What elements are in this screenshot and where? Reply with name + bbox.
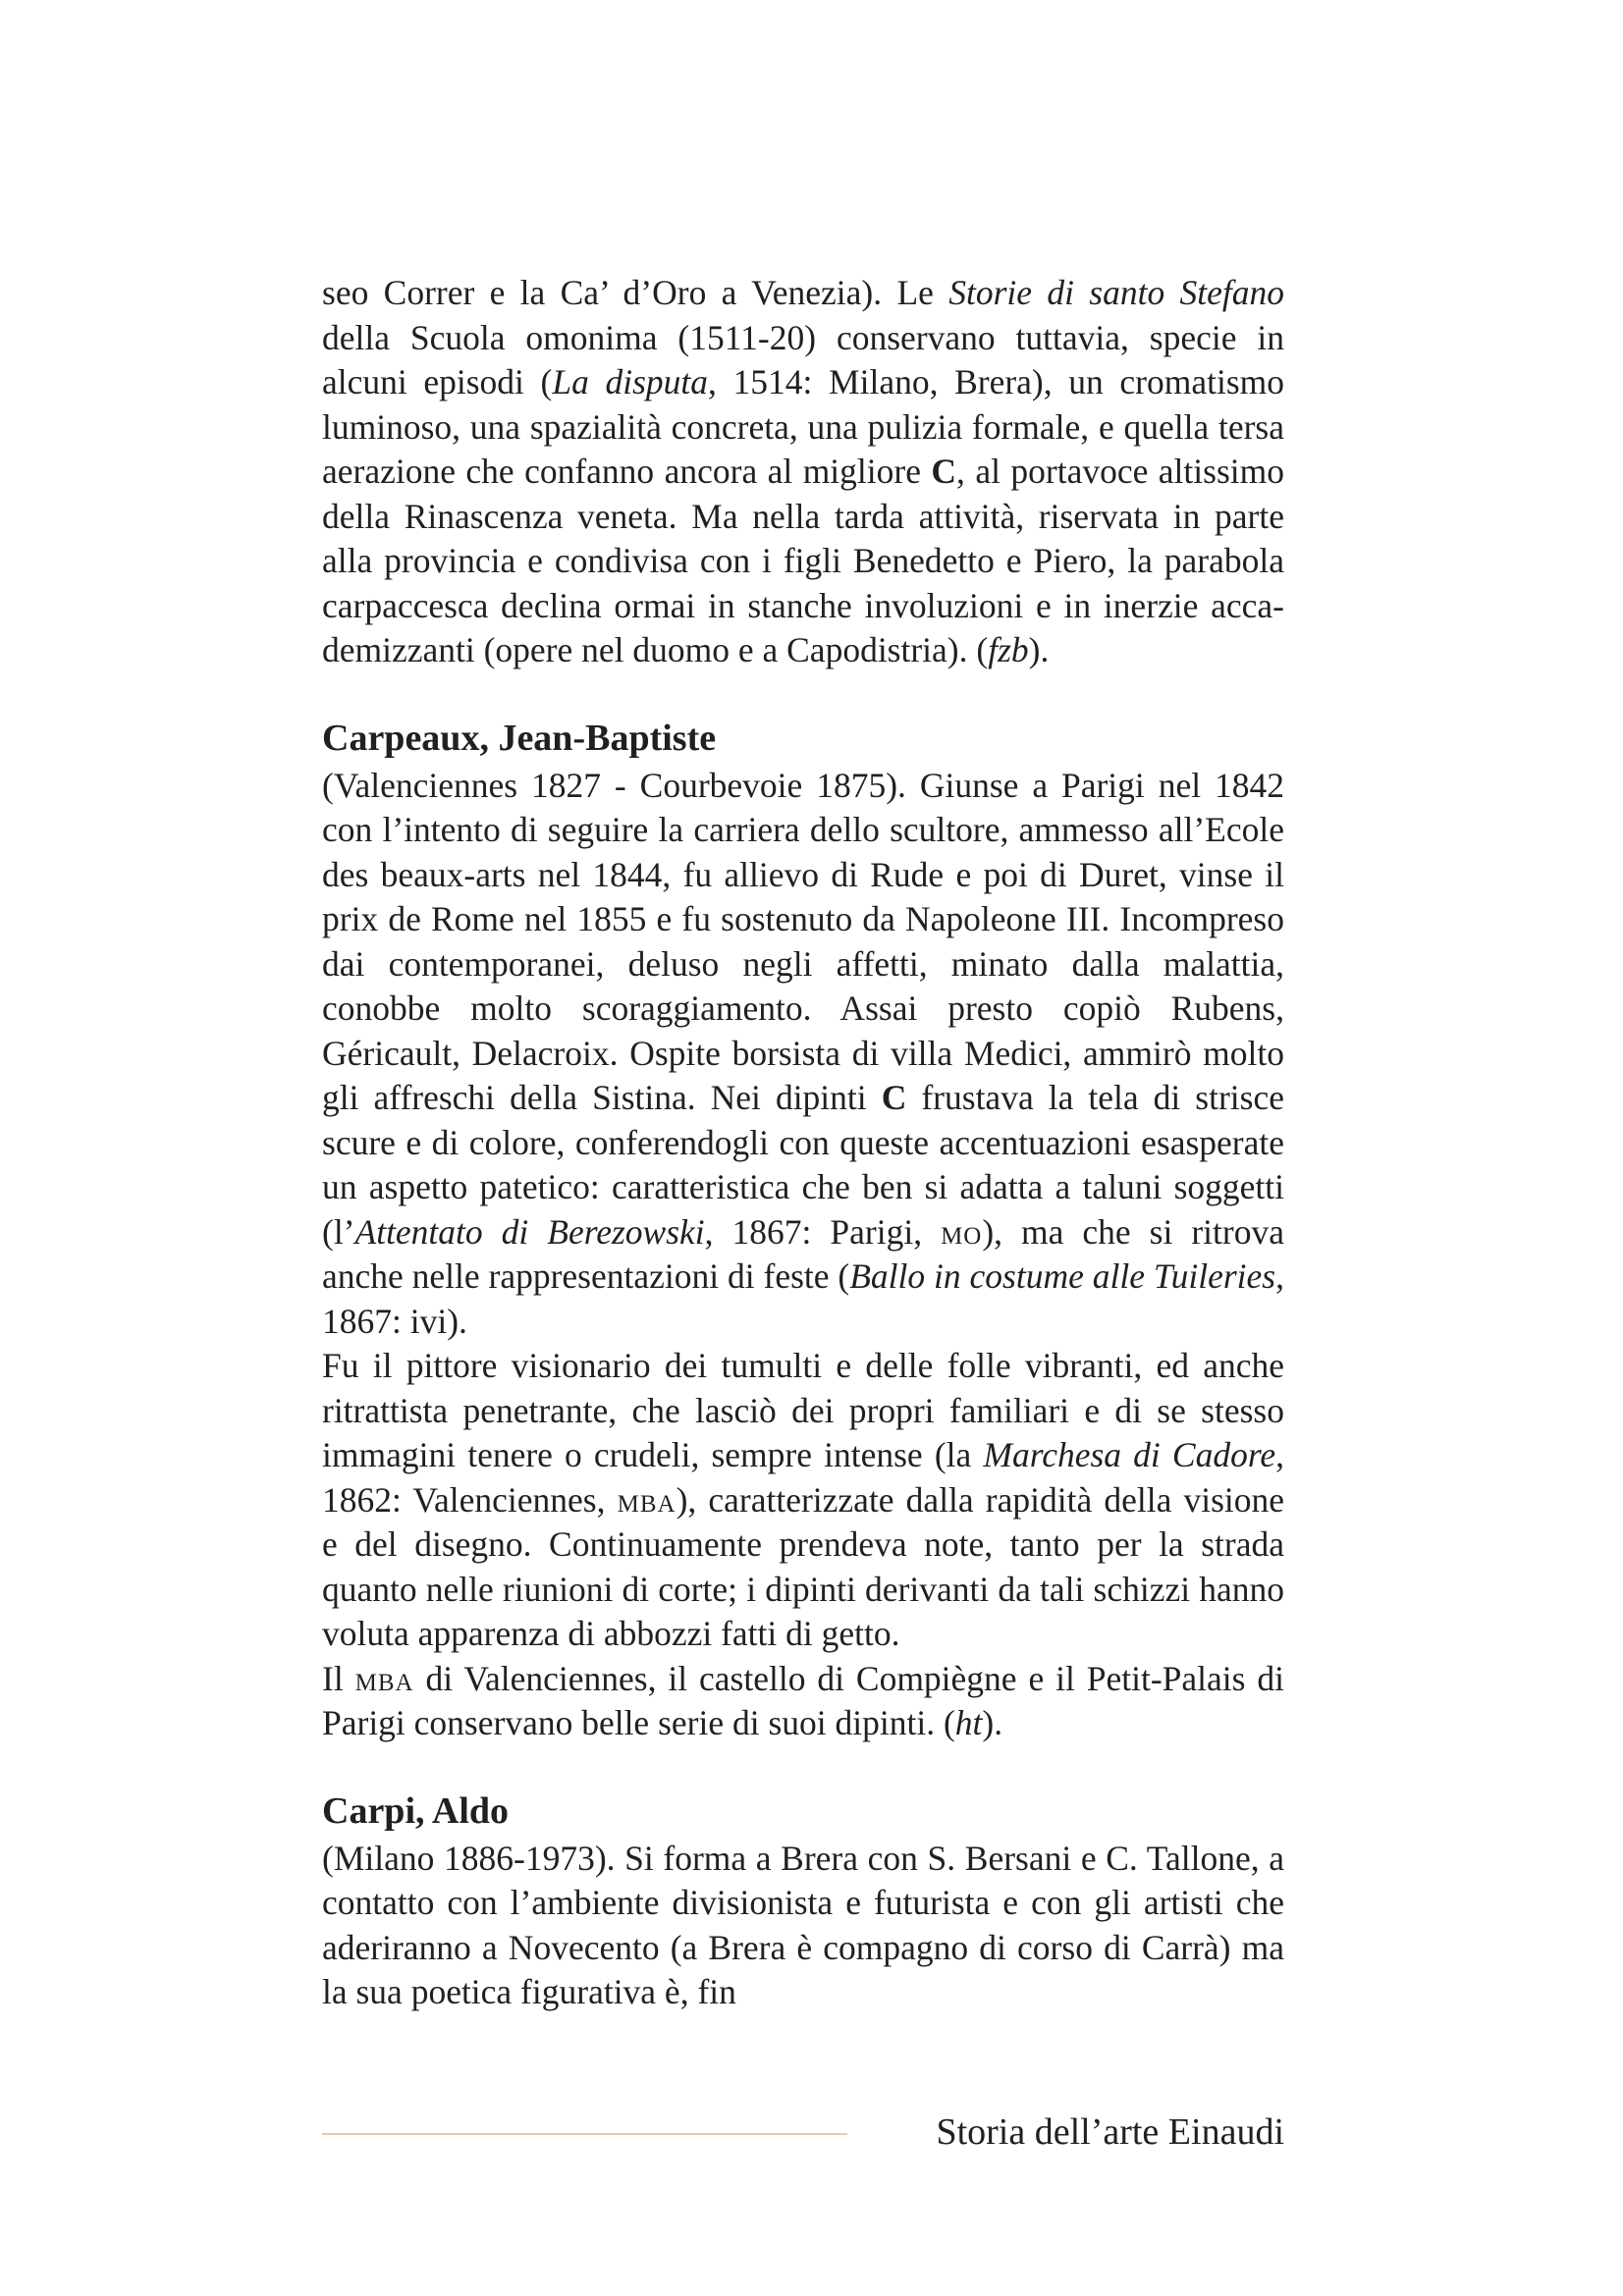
entry-title-carpeaux: Carpeaux, Jean-Baptiste (322, 717, 717, 759)
page-body (322, 271, 1284, 2015)
page-footer (322, 2109, 1284, 2158)
carpi-paragraph-1: (Milano 1886-1973). Si forma a Brera con S. Bersani e C. Tallone, a contatto con l’ambiente divisionista e futurista e con gli artisti che aderiranno a Novecento (a Brera è compagno di corso di Carrà) ma la sua poetica figurativa è, fin (322, 1838, 1284, 2011)
footer-publication-title: Storia dell’arte Einaudi (936, 2111, 1284, 2153)
entry-title-carpi: Carpi, Aldo (322, 1789, 510, 1832)
carpeaux-paragraph-1: (Valenciennes 1827 - Courbevoie 1875). Giunse a Parigi nel 1842 con l’intento di seguire la carriera dello scultore, ammesso all’Ecole des beaux-arts nel 1844, fu allievo di Rude e poi di Duret, vinse il prix de Rome nel 1855 e fu sostenuto da Napoleone III. Incompreso dai contemporanei, deluso negli affetti, minato dalla malattia, conobbe molto scoraggiamento. Assai presto copiò Rubens, Géricault, Delacroix. Ospite borsista di villa Medici, ammirò molto gli affreschi della Sistina. Nei dipinti C frustava la tela di strisce scure e di colore, conferendogli con queste accentuazioni esasperate un aspetto patetico: caratteristica che ben si adatta a taluni soggetti (l’Attentato di Berezowski, 1867: Parigi, mo), ma che si ritrova anche nelle rappresentazioni di feste (Ballo in costume alle Tuileries, 1867: ivi). (322, 765, 1284, 1341)
carpeaux-paragraph-2: Fu il pittore visionario dei tumulti e delle folle vibranti, ed anche ritrattista penetrante, che lasciò dei propri familiari e di se stesso immagini tenere o crudeli, sempre intense (la Marchesa di Cadore, 1862: Valenciennes, mba), caratterizzate dalla rapidità della visione e del disegno. Continuamente prendeva note, tanto per la strada quanto nelle riunioni di corte; i dipinti derivanti da tali schizzi hanno voluta apparenza di abbozzi fatti di getto. (322, 1346, 1285, 1653)
footer-rule (322, 2133, 847, 2135)
carpeaux-paragraph-3: Il mba di Valenciennes, il castello di Compiègne e il Petit-Palais di Parigi conservano belle serie di suoi dipinti. (ht). (322, 1658, 1284, 1742)
intro-paragraph: seo Correr e la Ca’ d’Oro a Venezia). Le Storie di santo Stefano della Scuola omonima (1511-20) conservano tuttavia, specie in alcuni episodi (La disputa, 1514: Milano, Brera), un cromatismo luminoso, una spazialità concreta, una pulizia formale, e quella tersa aerazione che confanno ancora al migliore C, al portavoce altissimo della Rinascenza veneta. Ma nella tarda attività, riservata in parte alla provincia e condivisa con i figli Benedetto e Piero, la parabola carpaccesca declina ormai in stanche involuzioni e in inerzie accademizzanti (opere nel duomo e a Capodistria). (fzb). (322, 273, 1284, 669)
